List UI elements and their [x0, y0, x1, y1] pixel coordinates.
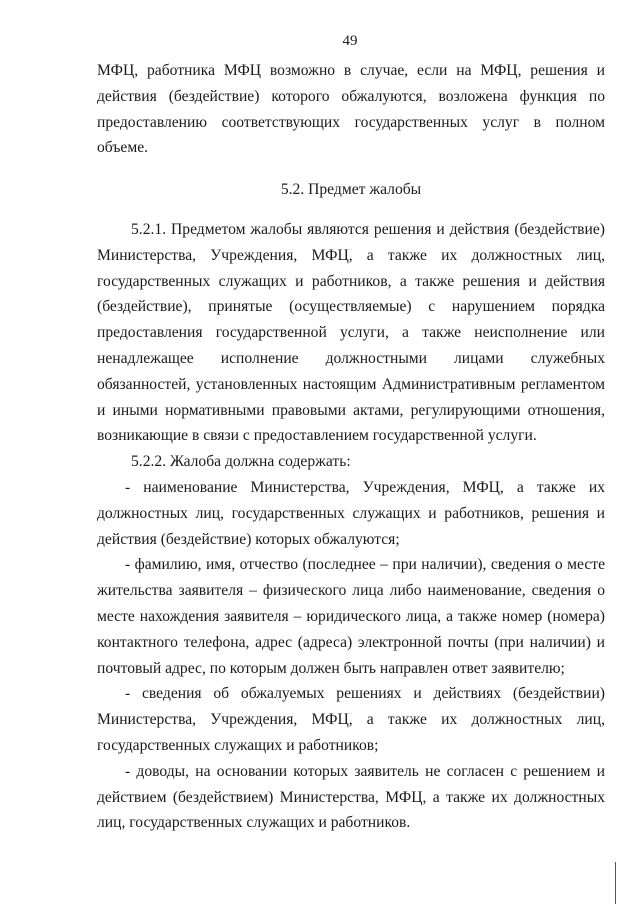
list-item: - фамилию, имя, отчество (последнее – при наличии), сведения о месте жительства заявителя – физического лица либо наименование, сведения о месте нахождения заявителя – юридического лица, а также номер (номера) контактного телефона, адрес (адреса) электронной почты (при наличии) и почтовый адрес, по которым должен быть направлен ответ заявителю; — [97, 556, 605, 677]
page-number: 49 — [342, 33, 358, 49]
scan-edge-line — [615, 862, 616, 904]
document-body — [97, 58, 605, 836]
paragraph-5-2-2: 5.2.2. Жалоба должна содержать: — [131, 453, 351, 471]
section-title: 5.2. Предмет жалобы — [280, 181, 422, 199]
list-item: - наименование Министерства, Учреждения, МФЦ, а также их должностных лиц, государственных служащих и работников, решения и действия (бездействие) которых обжалуются; — [97, 478, 605, 548]
list-item: - сведения об обжалуемых решениях и действиях (бездействии) Министерства, Учреждения, МФЦ, а также их должностных лиц, государственных служащих и работников; — [97, 685, 605, 754]
intro-paragraph: МФЦ, работника МФЦ возможно в случае, если на МФЦ, решения и действия (бездействие) которого обжалуются, возложена функция по предоставлению соответствующих государственных услуг в полном объеме. — [97, 62, 605, 157]
paragraph-5-2-1: 5.2.1. Предметом жалобы являются решения и действия (бездействие) Министерства, Учреждения, МФЦ, а также их должностных лиц, государственных служащих и работников, а также решения и действия (бездействие), принятые (осуществляемые) с нарушением порядка предоставления государственной услуги, а также неисполнение или ненадлежащее исполнение должностными лицами служебных обязанностей, установленных настоящим Административным регламентом и иными нормативными правовыми актами, регулирующими отношения, возникающие в связи с предоставлением государственной услуги. — [97, 220, 605, 445]
list-item: - доводы, на основании которых заявитель не согласен с решением и действием (бездействием) Министерства, МФЦ, а также их должностных лиц, государственных служащих и работников. — [97, 762, 605, 832]
